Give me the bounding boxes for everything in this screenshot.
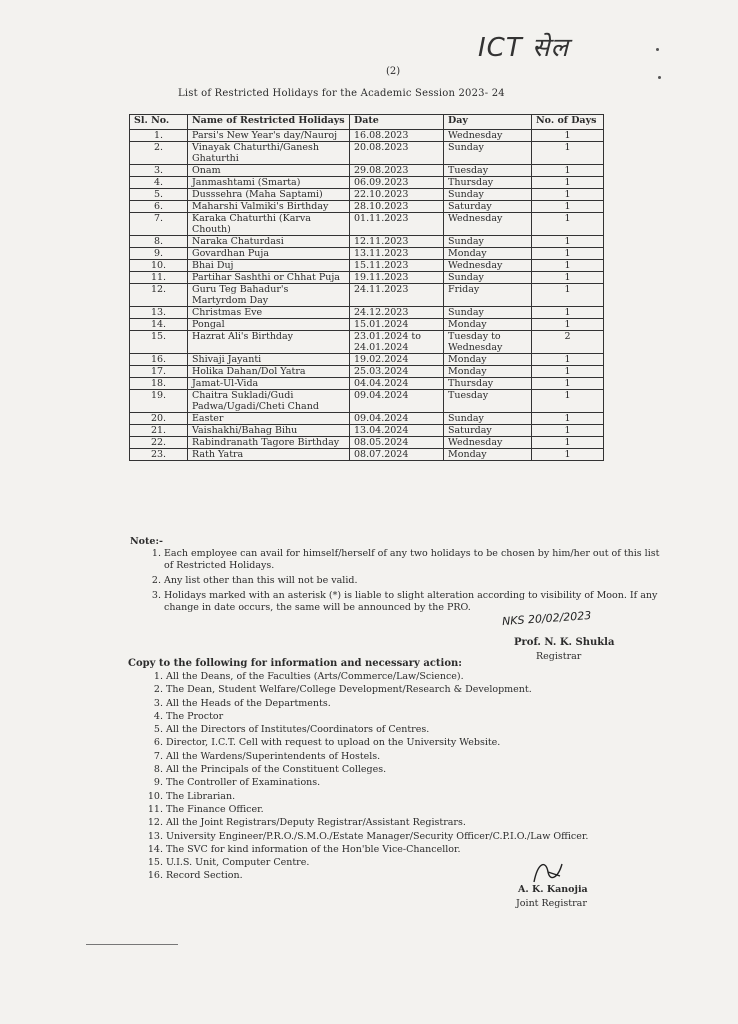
cell-no-of-days: 1	[532, 213, 604, 236]
copy-to-item: 12. All the Joint Registrars/Deputy Registrar/Assistant Registrars.	[166, 816, 626, 829]
handwritten-note: ICT सेल	[478, 33, 570, 63]
cell-sl-no: 8.	[130, 236, 188, 248]
cell-sl-no: 14.	[130, 319, 188, 331]
cell-date: 09.04.2024	[350, 413, 444, 425]
cell-date: 09.04.2024	[350, 390, 444, 413]
cell-date: 24.12.2023	[350, 307, 444, 319]
cell-holiday-name: Maharshi Valmiki's Birthday	[188, 201, 350, 213]
cell-day: Wednesday	[444, 260, 532, 272]
copy-to-item: 9. The Controller of Examinations.	[166, 776, 626, 789]
cell-date: 04.04.2024	[350, 378, 444, 390]
cell-no-of-days: 1	[532, 130, 604, 142]
cell-date: 01.11.2023	[350, 213, 444, 236]
cell-no-of-days: 1	[532, 354, 604, 366]
cell-no-of-days: 1	[532, 142, 604, 165]
notes-list	[146, 548, 664, 617]
table-row	[130, 260, 604, 272]
cell-holiday-name: Parsi's New Year's day/Nauroj	[188, 130, 350, 142]
table-row	[130, 201, 604, 213]
table-row	[130, 331, 604, 354]
cell-no-of-days: 1	[532, 378, 604, 390]
table-row	[130, 425, 604, 437]
cell-sl-no: 22.	[130, 437, 188, 449]
cell-day: Sunday	[444, 272, 532, 284]
copy-to-item: 13. University Engineer/P.R.O./S.M.O./Estate Manager/Security Officer/C.P.I.O./Law Officer.	[166, 830, 626, 843]
cell-day: Monday	[444, 366, 532, 378]
note-item: 1. Each employee can avail for himself/herself of any two holidays to be chosen by him/her out of this list of Restricted Holidays.	[164, 548, 664, 572]
cell-day: Sunday	[444, 307, 532, 319]
cell-sl-no: 13.	[130, 307, 188, 319]
cell-holiday-name: Christmas Eve	[188, 307, 350, 319]
cell-holiday-name: Vinayak Chaturthi/Ganesh Ghaturthi	[188, 142, 350, 165]
table-row	[130, 248, 604, 260]
copy-to-title: Copy to the following for information and necessary action:	[128, 658, 462, 669]
cell-sl-no: 16.	[130, 354, 188, 366]
header-date: Date	[350, 115, 444, 130]
cell-day: Friday	[444, 284, 532, 307]
cell-date: 22.10.2023	[350, 189, 444, 201]
cell-sl-no: 10.	[130, 260, 188, 272]
cell-no-of-days: 1	[532, 449, 604, 461]
cell-sl-no: 2.	[130, 142, 188, 165]
cell-holiday-name: Shivaji Jayanti	[188, 354, 350, 366]
cell-day: Monday	[444, 319, 532, 331]
cell-sl-no: 18.	[130, 378, 188, 390]
cell-date: 23.01.2024 to 24.01.2024	[350, 331, 444, 354]
cell-no-of-days: 1	[532, 366, 604, 378]
holidays-table	[129, 114, 604, 461]
cell-holiday-name: Chaitra Sukladi/Gudi Padwa/Ugadi/Cheti Chand	[188, 390, 350, 413]
cell-sl-no: 9.	[130, 248, 188, 260]
ink-dot	[658, 76, 661, 79]
cell-sl-no: 1.	[130, 130, 188, 142]
table-header-row	[130, 115, 604, 130]
cell-date: 29.08.2023	[350, 165, 444, 177]
cell-no-of-days: 1	[532, 425, 604, 437]
joint-registrar-title: Joint Registrar	[516, 898, 587, 909]
copy-to-item: 14. The SVC for kind information of the Hon'ble Vice-Chancellor.	[166, 843, 626, 856]
cell-no-of-days: 1	[532, 307, 604, 319]
header-no-of-days: No. of Days	[532, 115, 604, 130]
cell-day: Tuesday	[444, 390, 532, 413]
cell-no-of-days: 1	[532, 189, 604, 201]
cell-date: 12.11.2023	[350, 236, 444, 248]
document-title: List of Restricted Holidays for the Academic Session 2023- 24	[178, 88, 505, 99]
table-row	[130, 177, 604, 189]
cell-no-of-days: 1	[532, 248, 604, 260]
cell-holiday-name: Bhai Duj	[188, 260, 350, 272]
cell-no-of-days: 1	[532, 236, 604, 248]
table-row	[130, 378, 604, 390]
cell-day: Sunday	[444, 142, 532, 165]
cell-holiday-name: Govardhan Puja	[188, 248, 350, 260]
cell-sl-no: 11.	[130, 272, 188, 284]
table-row	[130, 189, 604, 201]
cell-date: 19.02.2024	[350, 354, 444, 366]
joint-registrar-signature	[528, 858, 568, 886]
cell-holiday-name: Hazrat Ali's Birthday	[188, 331, 350, 354]
cell-holiday-name: Partihar Sashthi or Chhat Puja	[188, 272, 350, 284]
copy-to-item: 11. The Finance Officer.	[166, 803, 626, 816]
cell-date: 25.03.2024	[350, 366, 444, 378]
table-row	[130, 307, 604, 319]
cell-sl-no: 17.	[130, 366, 188, 378]
cell-date: 28.10.2023	[350, 201, 444, 213]
cell-day: Wednesday	[444, 213, 532, 236]
cell-sl-no: 19.	[130, 390, 188, 413]
copy-to-item: 7. All the Wardens/Superintendents of Hostels.	[166, 750, 626, 763]
cell-day: Wednesday	[444, 437, 532, 449]
cell-date: 15.01.2024	[350, 319, 444, 331]
cell-date: 13.04.2024	[350, 425, 444, 437]
cell-holiday-name: Holika Dahan/Dol Yatra	[188, 366, 350, 378]
cell-day: Monday	[444, 449, 532, 461]
cell-no-of-days: 1	[532, 390, 604, 413]
cell-holiday-name: Guru Teg Bahadur's Martyrdom Day	[188, 284, 350, 307]
holidays-table-body	[130, 130, 604, 461]
cell-no-of-days: 1	[532, 319, 604, 331]
cell-no-of-days: 2	[532, 331, 604, 354]
table-row	[130, 272, 604, 284]
copy-to-item: 4. The Proctor	[166, 710, 626, 723]
header-holiday-name: Name of Restricted Holidays	[188, 115, 350, 130]
header-day: Day	[444, 115, 532, 130]
table-row	[130, 284, 604, 307]
cell-no-of-days: 1	[532, 272, 604, 284]
footer-rule	[86, 944, 178, 945]
copy-to-item: 10. The Librarian.	[166, 790, 626, 803]
cell-date: 06.09.2023	[350, 177, 444, 189]
table-row	[130, 165, 604, 177]
cell-day: Tuesday	[444, 165, 532, 177]
joint-registrar-name: A. K. Kanojia	[518, 884, 588, 895]
table-row	[130, 236, 604, 248]
cell-day: Monday	[444, 248, 532, 260]
cell-sl-no: 7.	[130, 213, 188, 236]
cell-day: Sunday	[444, 236, 532, 248]
cell-holiday-name: Dusssehra (Maha Saptami)	[188, 189, 350, 201]
cell-holiday-name: Pongal	[188, 319, 350, 331]
registrar-name: Prof. N. K. Shukla	[514, 637, 615, 648]
cell-date: 19.11.2023	[350, 272, 444, 284]
table-row	[130, 413, 604, 425]
page-number: (2)	[386, 66, 401, 77]
cell-sl-no: 15.	[130, 331, 188, 354]
cell-holiday-name: Onam	[188, 165, 350, 177]
table-row	[130, 319, 604, 331]
cell-holiday-name: Vaishakhi/Bahag Bihu	[188, 425, 350, 437]
cell-day: Wednesday	[444, 130, 532, 142]
cell-sl-no: 23.	[130, 449, 188, 461]
copy-to-item: 5. All the Directors of Institutes/Coordinators of Centres.	[166, 723, 626, 736]
header-sl-no: Sl. No.	[130, 115, 188, 130]
table-row	[130, 354, 604, 366]
cell-holiday-name: Easter	[188, 413, 350, 425]
cell-date: 20.08.2023	[350, 142, 444, 165]
copy-to-item: 6. Director, I.C.T. Cell with request to upload on the University Website.	[166, 736, 626, 749]
cell-sl-no: 5.	[130, 189, 188, 201]
table-row	[130, 366, 604, 378]
cell-sl-no: 4.	[130, 177, 188, 189]
table-row	[130, 437, 604, 449]
cell-sl-no: 20.	[130, 413, 188, 425]
copy-to-item: 8. All the Principals of the Constituent Colleges.	[166, 763, 626, 776]
cell-date: 08.07.2024	[350, 449, 444, 461]
note-item: 2. Any list other than this will not be valid.	[164, 575, 664, 587]
cell-sl-no: 6.	[130, 201, 188, 213]
cell-day: Thursday	[444, 378, 532, 390]
copy-to-list	[150, 670, 626, 883]
ink-dot	[656, 48, 659, 51]
cell-sl-no: 3.	[130, 165, 188, 177]
table-row	[130, 213, 604, 236]
cell-day: Saturday	[444, 425, 532, 437]
cell-holiday-name: Karaka Chaturthi (Karva Chouth)	[188, 213, 350, 236]
cell-date: 13.11.2023	[350, 248, 444, 260]
registrar-title: Registrar	[536, 651, 582, 662]
cell-sl-no: 12.	[130, 284, 188, 307]
note-item: 3. Holidays marked with an asterisk (*) is liable to slight alteration according to visibility of Moon. If any change in date occurs, the same will be announced by the PRO.	[164, 590, 664, 614]
table-row	[130, 449, 604, 461]
cell-day: Sunday	[444, 189, 532, 201]
cell-day: Sunday	[444, 413, 532, 425]
cell-holiday-name: Naraka Chaturdasi	[188, 236, 350, 248]
cell-no-of-days: 1	[532, 201, 604, 213]
cell-holiday-name: Janmashtami (Smarta)	[188, 177, 350, 189]
cell-day: Thursday	[444, 177, 532, 189]
note-title: Note:-	[130, 536, 163, 547]
copy-to-item: 2. The Dean, Student Welfare/College Development/Research & Development.	[166, 683, 626, 696]
cell-holiday-name: Rath Yatra	[188, 449, 350, 461]
copy-to-item: 3. All the Heads of the Departments.	[166, 697, 626, 710]
cell-no-of-days: 1	[532, 437, 604, 449]
cell-day: Saturday	[444, 201, 532, 213]
copy-to-item: 1. All the Deans, of the Faculties (Arts/Commerce/Law/Science).	[166, 670, 626, 683]
cell-day: Tuesday to Wednesday	[444, 331, 532, 354]
registrar-signature: NKS 20/02/2023	[501, 608, 592, 629]
cell-no-of-days: 1	[532, 284, 604, 307]
cell-sl-no: 21.	[130, 425, 188, 437]
cell-holiday-name: Rabindranath Tagore Birthday	[188, 437, 350, 449]
cell-date: 08.05.2024	[350, 437, 444, 449]
table-row	[130, 390, 604, 413]
cell-no-of-days: 1	[532, 165, 604, 177]
cell-date: 16.08.2023	[350, 130, 444, 142]
cell-no-of-days: 1	[532, 260, 604, 272]
cell-holiday-name: Jamat-Ul-Vida	[188, 378, 350, 390]
table-row	[130, 130, 604, 142]
cell-no-of-days: 1	[532, 413, 604, 425]
cell-date: 24.11.2023	[350, 284, 444, 307]
table-row	[130, 142, 604, 165]
copy-to-item: 16. Record Section.	[166, 869, 626, 882]
cell-day: Monday	[444, 354, 532, 366]
cell-no-of-days: 1	[532, 177, 604, 189]
copy-to-item: 15. U.I.S. Unit, Computer Centre.	[166, 856, 626, 869]
cell-date: 15.11.2023	[350, 260, 444, 272]
